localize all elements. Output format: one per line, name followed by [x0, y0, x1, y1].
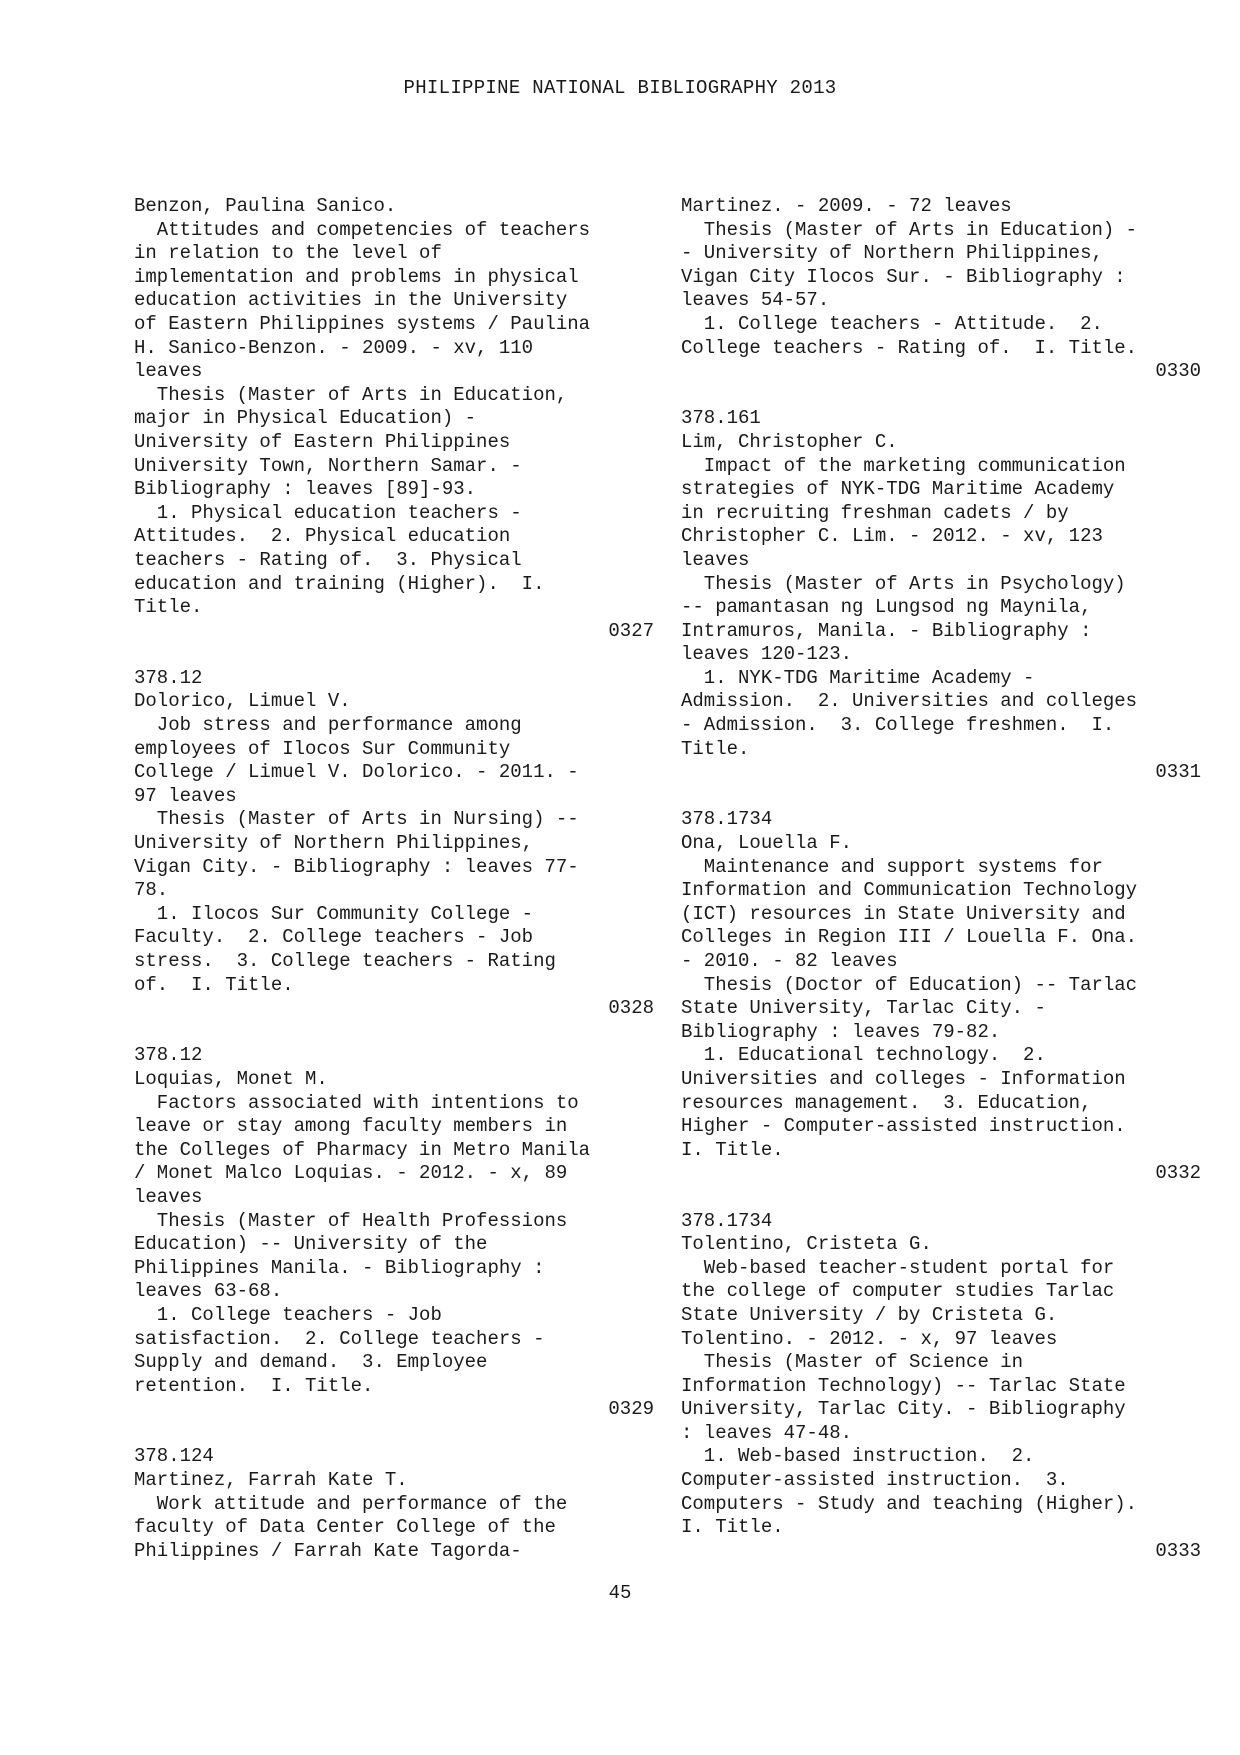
entry-line: in relation to the level of	[134, 242, 442, 265]
entry-line: Dolorico, Limuel V.	[134, 690, 351, 713]
bibliography-entry	[134, 667, 654, 1045]
entry-spacer	[134, 1021, 654, 1045]
entry-line: Education) -- University of the	[134, 1233, 488, 1256]
entry-line: State University / by Cristeta G.	[681, 1303, 1058, 1326]
entry-number: 0328	[608, 997, 654, 1020]
entry-line: 1. NYK-TDG Maritime Academy -	[681, 666, 1035, 689]
entry-line: Ona, Louella F.	[681, 832, 853, 855]
page-header-title: PHILIPPINE NATIONAL BIBLIOGRAPHY 2013	[403, 77, 837, 99]
entry-line: leaves	[134, 1185, 203, 1208]
entry-line: Thesis (Master of Arts in Psychology)	[681, 572, 1126, 595]
entry-line: Benzon, Paulina Sanico.	[134, 195, 397, 217]
entry-line: Information Technology) -- Tarlac State	[681, 1374, 1126, 1397]
entry-number: 0331	[1155, 761, 1201, 784]
entry-line: Vigan City. - Bibliography : leaves 77-	[134, 855, 579, 878]
entry-line: 78.	[134, 879, 169, 902]
entry-line: education activities in the University	[134, 289, 568, 312]
entry-line: H. Sanico-Benzon. - 2009. - xv, 110	[134, 336, 534, 359]
entry-line: leave or stay among faculty members in	[134, 1115, 568, 1138]
entry-number: 0327	[608, 619, 654, 642]
entry-line: Title.	[681, 737, 750, 760]
entry-line: major in Physical Education) -	[134, 407, 477, 430]
entry-line: - University of Northern Philippines,	[681, 242, 1103, 265]
entry-line: leaves 63-68.	[134, 1280, 283, 1303]
entry-number: 0329	[608, 1398, 654, 1421]
entry-line: Philippines / Farrah Kate Tagorda-	[134, 1539, 522, 1562]
entry-line: Universities and colleges - Information	[681, 1067, 1126, 1090]
entry-line: 1. Educational technology. 2.	[681, 1044, 1046, 1067]
entry-line: the Colleges of Pharmacy in Metro Manila	[134, 1138, 591, 1161]
entry-line: education and training (Higher). I.	[134, 572, 545, 595]
entry-line: College / Limuel V. Dolorico. - 2011. -	[134, 761, 579, 784]
entry-line: Thesis (Master of Arts in Nursing) --	[134, 808, 579, 831]
entry-line: Thesis (Master of Health Professions	[134, 1209, 568, 1232]
entry-line: College teachers - Rating of. I. Title.	[681, 336, 1138, 359]
entry-line: Intramuros, Manila. - Bibliography :	[681, 619, 1092, 642]
entry-line: 1. Physical education teachers -	[134, 501, 522, 524]
entry-spacer	[681, 785, 1201, 809]
entry-line: employees of Ilocos Sur Community	[134, 737, 511, 760]
bibliography-entry	[681, 808, 1201, 1209]
entry-line: / Monet Malco Loquias. - 2012. - x, 89	[134, 1162, 568, 1185]
entry-line: Philippines Manila. - Bibliography :	[134, 1256, 545, 1279]
entry-line: the college of computer studies Tarlac	[681, 1280, 1115, 1303]
bibliography-entry	[681, 407, 1201, 808]
entry-spacer	[681, 384, 1201, 408]
entry-line: Maintenance and support systems for	[681, 855, 1103, 878]
entry-line: 378.1734	[681, 808, 773, 831]
entry-line: University of Northern Philippines,	[134, 832, 534, 855]
entry-line: Thesis (Master of Arts in Education,	[134, 383, 568, 406]
entry-line: 378.124	[134, 1445, 214, 1468]
entry-line: Lim, Christopher C.	[681, 430, 898, 453]
bibliography-entry	[681, 1210, 1201, 1564]
right-column	[681, 195, 1201, 1563]
entry-line: Faculty. 2. College teachers - Job	[134, 926, 534, 949]
entry-line: leaves 120-123.	[681, 643, 853, 666]
bibliography-entry	[134, 195, 654, 667]
entry-line: 378.12	[134, 1044, 203, 1067]
entry-line: stress. 3. College teachers - Rating	[134, 950, 556, 972]
entry-line: Vigan City Ilocos Sur. - Bibliography :	[681, 265, 1126, 288]
entry-line: - 2010. - 82 leaves	[681, 950, 898, 972]
entry-line: Tolentino, Cristeta G.	[681, 1233, 932, 1256]
entry-line: 1. College teachers - Job	[134, 1303, 442, 1326]
entry-number: 0333	[1155, 1539, 1201, 1562]
entry-line: Thesis (Master of Arts in Education) -	[681, 218, 1138, 241]
entry-line: 97 leaves	[134, 784, 237, 807]
entry-line: 1. Ilocos Sur Community College -	[134, 902, 534, 925]
entry-line: Loquias, Monet M.	[134, 1067, 328, 1090]
entry-line: Job stress and performance among	[134, 714, 522, 737]
entry-line: Martinez, Farrah Kate T.	[134, 1469, 408, 1492]
entry-line: Work attitude and performance of the	[134, 1492, 568, 1515]
entry-line: Admission. 2. Universities and colleges	[681, 690, 1138, 713]
left-column	[134, 195, 654, 1563]
entry-number: 0332	[1155, 1162, 1201, 1185]
entry-line: teachers - Rating of. 3. Physical	[134, 548, 522, 571]
entry-line: Bibliography : leaves [89]-93.	[134, 478, 477, 501]
entry-line: 1. Web-based instruction. 2.	[681, 1445, 1035, 1468]
entry-line: of. I. Title.	[134, 973, 294, 996]
entry-line: Information and Communication Technology	[681, 879, 1138, 902]
entry-line: Computers - Study and teaching (Higher).	[681, 1492, 1138, 1515]
entry-line: -- pamantasan ng Lungsod ng Maynila,	[681, 596, 1092, 619]
entry-line: leaves	[681, 548, 750, 571]
entry-line: I. Title.	[681, 1516, 784, 1539]
entry-line: Computer-assisted instruction. 3.	[681, 1469, 1069, 1492]
entry-line: Higher - Computer-assisted instruction.	[681, 1115, 1126, 1138]
entry-line: 1. College teachers - Attitude. 2.	[681, 312, 1103, 335]
entry-line: leaves	[134, 360, 203, 383]
entry-line: Tolentino. - 2012. - x, 97 leaves	[681, 1327, 1058, 1350]
entry-line: (ICT) resources in State University and	[681, 902, 1126, 925]
entry-line: : leaves 47-48.	[681, 1421, 853, 1444]
bibliography-entry	[681, 195, 1201, 407]
entry-line: of Eastern Philippines systems / Paulina	[134, 312, 591, 335]
entry-line: Martinez. - 2009. - 72 leaves	[681, 195, 1012, 217]
entry-spacer	[681, 1186, 1201, 1210]
entry-line: I. Title.	[681, 1138, 784, 1161]
entry-line: Thesis (Master of Science in	[681, 1351, 1024, 1374]
entry-line: Factors associated with intentions to	[134, 1091, 579, 1114]
entry-line: faculty of Data Center College of the	[134, 1516, 556, 1539]
entry-line: 378.12	[134, 666, 203, 689]
bibliography-entry	[134, 1445, 654, 1563]
entry-line: Christopher C. Lim. - 2012. - xv, 123	[681, 525, 1103, 548]
entry-line: University, Tarlac City. - Bibliography	[681, 1398, 1126, 1421]
entry-line: 378.161	[681, 407, 761, 430]
entry-number: 0330	[1155, 360, 1201, 383]
entry-line: Attitudes and competencies of teachers	[134, 218, 591, 241]
entry-line: - Admission. 3. College freshmen. I.	[681, 714, 1115, 737]
page-number: 45	[608, 1582, 632, 1604]
entry-line: retention. I. Title.	[134, 1374, 374, 1397]
entry-line: Title.	[134, 596, 203, 619]
entry-line: satisfaction. 2. College teachers -	[134, 1327, 545, 1350]
entry-line: implementation and problems in physical	[134, 265, 579, 288]
entry-line: resources management. 3. Education,	[681, 1091, 1092, 1114]
entry-line: strategies of NYK-TDG Maritime Academy	[681, 478, 1115, 501]
entry-line: 378.1734	[681, 1209, 773, 1232]
entry-line: Thesis (Doctor of Education) -- Tarlac	[681, 973, 1138, 996]
entry-line: State University, Tarlac City. -	[681, 997, 1046, 1020]
entry-line: in recruiting freshman cadets / by	[681, 501, 1069, 524]
entry-line: leaves 54-57.	[681, 289, 830, 312]
entry-line: Impact of the marketing communication	[681, 454, 1126, 477]
entry-line: Attitudes. 2. Physical education	[134, 525, 511, 548]
entry-spacer	[134, 643, 654, 667]
entry-line: Colleges in Region III / Louella F. Ona.	[681, 926, 1138, 949]
entry-line: Bibliography : leaves 79-82.	[681, 1020, 1001, 1043]
entry-line: University Town, Northern Samar. -	[134, 454, 522, 477]
entry-spacer	[134, 1422, 654, 1446]
bibliography-entry	[134, 1044, 654, 1445]
entry-line: Supply and demand. 3. Employee	[134, 1351, 488, 1374]
entry-line: University of Eastern Philippines	[134, 430, 511, 453]
entry-line: Web-based teacher-student portal for	[681, 1256, 1115, 1279]
